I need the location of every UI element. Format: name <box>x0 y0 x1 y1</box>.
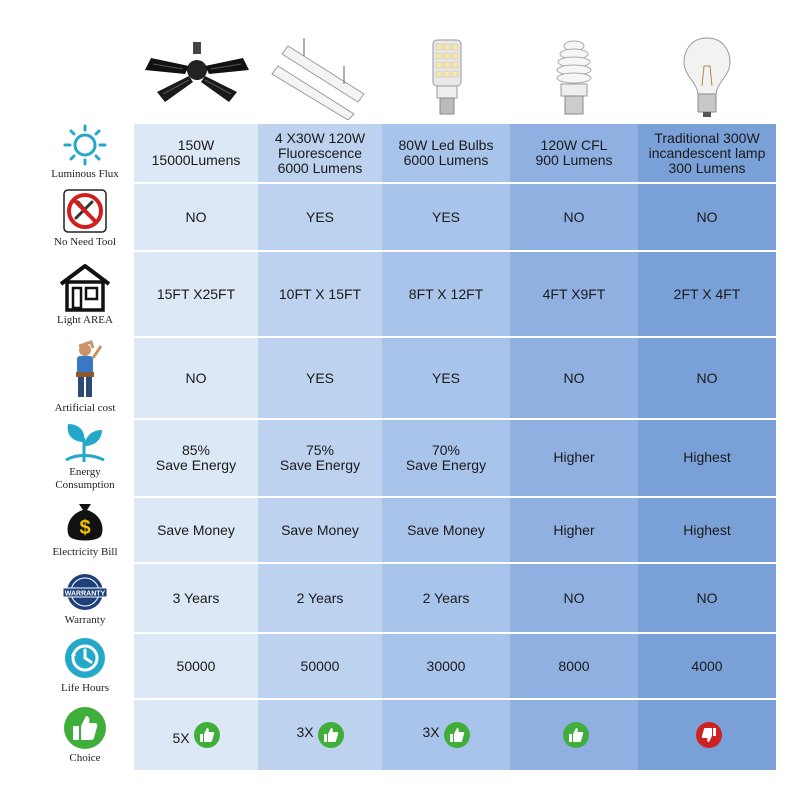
energy-line1: Higher <box>553 449 595 465</box>
house-icon <box>57 262 113 312</box>
energy-line2: Save Energy <box>155 457 237 473</box>
cell-no-need-tool: NO <box>696 208 718 225</box>
cell-no-need-tool: NO <box>185 208 207 225</box>
cell-artificial-cost: NO <box>696 369 718 386</box>
header-line2: Fluorescence <box>277 144 363 161</box>
electrician-worker-icon <box>63 340 107 400</box>
money-bag-icon <box>63 500 107 544</box>
row-label-artificial-cost: Artificial cost <box>54 402 116 414</box>
row-header-light-area <box>40 262 130 327</box>
cell-warranty: 2 Years <box>422 589 470 606</box>
cell-light-area: 10FT X 15FT <box>278 285 362 302</box>
header-line1: 80W Led Bulbs <box>398 137 494 153</box>
row-label-consumption: Consumption <box>55 479 115 491</box>
cell-light-area: 4FT X9FT <box>542 285 606 302</box>
energy-line1: 85% <box>181 442 211 458</box>
product-image-incandescent-bulb <box>640 36 774 120</box>
thumbs-up-icon <box>63 706 107 750</box>
header-line1: Traditional 300W <box>654 129 760 146</box>
header-line2: incandescent lamp <box>648 144 766 161</box>
cell-no-need-tool: YES <box>431 208 460 225</box>
cell-warranty: 3 Years <box>172 589 220 606</box>
cell-warranty: NO <box>563 589 585 606</box>
choice-multiplier: 5X <box>172 729 190 746</box>
header-cell-garage-light <box>134 124 258 182</box>
leaf-sprout-icon <box>62 420 108 464</box>
row-header-choice <box>40 706 130 765</box>
cell-no-need-tool: YES <box>305 208 334 225</box>
header-cell-led-bulb <box>382 124 510 182</box>
row-header-artificial-cost <box>40 340 130 415</box>
header-line2: 6000 Lumens <box>403 152 489 168</box>
dollar-sign: $ <box>79 517 91 539</box>
warranty-badge-text: WARRANTY <box>64 590 106 598</box>
energy-line1: Highest <box>683 449 731 465</box>
row-label-choice: Choice <box>69 752 101 764</box>
cell-no-need-tool: NO <box>563 208 585 225</box>
cell-life-hours: 30000 <box>426 657 466 674</box>
thumbs-down-icon <box>696 722 722 748</box>
header-line3: 6000 Lumens <box>277 159 363 176</box>
choice-multiplier: 3X <box>422 723 440 740</box>
cell-electricity-bill: Higher <box>553 521 595 538</box>
row-header-life-hours <box>40 636 130 695</box>
thumbs-up-icon <box>444 722 470 748</box>
row-label-light-area: Light AREA <box>57 314 113 326</box>
choice-multiplier: 3X <box>296 723 314 740</box>
header-cell-cfl <box>510 124 638 182</box>
row-header-no-need-tool <box>40 188 130 249</box>
warranty-badge-icon <box>61 572 109 612</box>
no-tools-icon <box>62 188 108 234</box>
cell-choice <box>638 700 776 770</box>
cell-artificial-cost: NO <box>185 369 207 386</box>
cell-energy <box>258 420 382 496</box>
cell-electricity-bill: Save Money <box>281 521 359 538</box>
row-label-luminous-flux: Luminous Flux <box>51 168 119 180</box>
product-image-led-corn-bulb <box>386 36 508 120</box>
row-label-electricity-bill: Electricity Bill <box>52 546 118 558</box>
cell-energy <box>510 420 638 496</box>
row-header-warranty <box>40 572 130 627</box>
header-line1: 120W CFL <box>540 137 608 153</box>
row-label-life-hours: Life Hours <box>61 682 109 694</box>
cell-light-area: 8FT X 12FT <box>408 285 484 302</box>
row-label-no-need-tool: No Need Tool <box>54 236 116 248</box>
energy-line2: Save Energy <box>279 457 361 473</box>
thumbs-up-icon <box>194 722 220 748</box>
cell-warranty: NO <box>696 589 718 606</box>
cell-life-hours: 50000 <box>300 657 340 674</box>
cell-electricity-bill: Save Money <box>157 521 235 538</box>
product-image-fluorescent-tube <box>262 36 382 120</box>
header-line2: 15000Lumens <box>151 152 241 168</box>
product-image-cfl-bulb <box>512 36 636 120</box>
cell-light-area: 15FT X25FT <box>156 285 236 302</box>
header-line1: 150W <box>177 137 215 153</box>
header-cell-fluorescent <box>258 124 382 182</box>
cell-energy <box>134 420 258 496</box>
row-header-luminous-flux <box>40 124 130 181</box>
row-label-energy: Energy <box>69 466 101 478</box>
cell-light-area: 2FT X 4FT <box>673 285 741 302</box>
thumbs-up-icon <box>318 722 344 748</box>
cell-artificial-cost: YES <box>305 369 334 386</box>
cell-choice <box>510 700 638 770</box>
clock-history-icon <box>62 636 108 680</box>
thumbs-up-icon <box>563 722 589 748</box>
cell-artificial-cost: NO <box>563 369 585 386</box>
energy-line1: 70% <box>431 442 461 458</box>
row-header-electricity-bill <box>40 500 130 559</box>
sun-icon <box>61 124 109 166</box>
cell-life-hours: 4000 <box>691 657 723 674</box>
header-line3: 300 Lumens <box>668 159 746 176</box>
row-label-warranty: Warranty <box>64 614 106 626</box>
header-line1: 4 X30W 120W <box>274 129 366 146</box>
cell-warranty: 2 Years <box>296 589 344 606</box>
cell-electricity-bill: Save Money <box>407 521 485 538</box>
cell-artificial-cost: YES <box>431 369 460 386</box>
cell-energy <box>382 420 510 496</box>
cell-choice <box>258 700 382 770</box>
cell-choice <box>382 700 510 770</box>
energy-line2: Save Energy <box>405 457 487 473</box>
cell-energy <box>638 420 776 496</box>
cell-life-hours: 8000 <box>558 657 590 674</box>
cell-life-hours: 50000 <box>176 657 216 674</box>
cell-choice <box>134 700 258 770</box>
row-header-energy-consumption <box>40 420 130 492</box>
energy-line1: 75% <box>305 442 335 458</box>
header-line2: 900 Lumens <box>535 152 613 168</box>
product-image-garage-light <box>138 36 256 120</box>
header-cell-incandescent <box>638 124 776 182</box>
cell-electricity-bill: Highest <box>683 521 731 538</box>
